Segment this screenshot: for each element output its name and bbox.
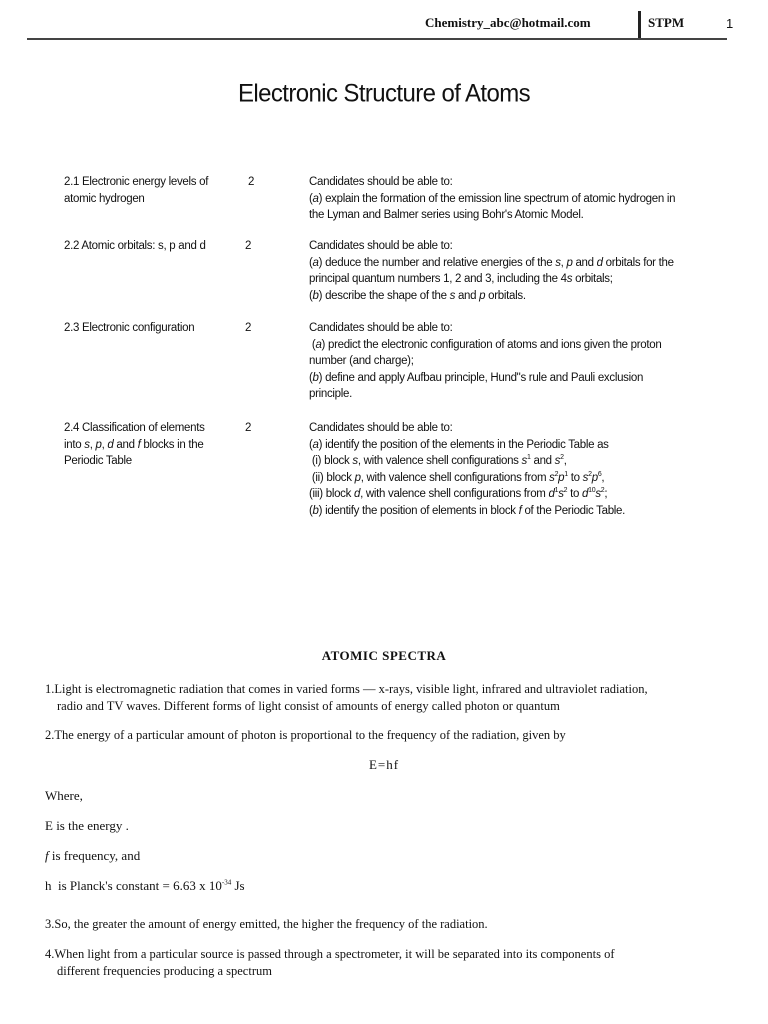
topic-line: 2.3 Electronic configuration (64, 322, 195, 334)
outcome-line: principal quantum numbers 1, 2 and 3, including the 4s orbitals; (309, 273, 613, 285)
list-line: radio and TV waves. Different forms of light consist of amounts of energy called photon or quantum (57, 698, 560, 713)
list-text: Light is electromagnetic radiation that comes in varied forms — x-rays, visible light, infrared and ultraviolet radiation, (54, 682, 648, 696)
outcome-line: (a) explain the formation of the emission line spectrum of atomic hydrogen in (309, 192, 676, 205)
list-text: The energy of a particular amount of photon is proportional to the frequency of the radiation, given by (54, 728, 566, 742)
syllabus-topic (64, 420, 234, 470)
topic-line: 2.2 Atomic orbitals: s, p and d (64, 240, 206, 252)
topic-line: 2.4 Classification of elements (64, 422, 205, 434)
topic-line: into s, p, d and f blocks in the (64, 438, 204, 451)
formula: E=hf (368, 757, 400, 772)
outcome-line: (b) describe the shape of the s and p orbitals. (309, 289, 526, 302)
list-item (45, 681, 735, 714)
outcome-line: Candidates should be able to: (309, 240, 453, 252)
outcome-line: (b) define and apply Aufbau principle, Hund"s rule and Pauli exclusion (309, 371, 644, 384)
outcome-line: (a) deduce the number and relative energies of the s, p and d orbitals for the (309, 256, 674, 269)
outcome-line: number (and charge); (309, 355, 414, 367)
list-line (45, 727, 735, 744)
section-heading: ATOMIC SPECTRA (321, 648, 447, 663)
list-line: different frequencies producing a spectrum (57, 963, 272, 978)
outcome-line: Candidates should be able to: (309, 322, 453, 334)
definition-e: E is the energy . (45, 818, 129, 833)
outcome-line: (a) predict the electronic configuration of atoms and ions given the proton (309, 338, 662, 351)
syllabus-topic (64, 238, 234, 255)
outcome-line: (b) identify the position of elements in block f of the Periodic Table. (309, 504, 626, 517)
list-item (45, 946, 735, 979)
syllabus-periods: 2 (245, 322, 252, 334)
outcome-line: Candidates should be able to: (309, 176, 453, 188)
outcome-line: (ii) block p, with valence shell configurations from $s^2p^1$ to $s^2p^6$, (309, 470, 605, 484)
outcome-line: (a) identify the position of the elements in the Periodic Table as (309, 438, 609, 451)
syllabus-outcomes (309, 238, 709, 304)
syllabus-topic (64, 320, 234, 337)
list-line (45, 681, 735, 698)
topic-line: atomic hydrogen (64, 192, 145, 205)
header-rule (27, 38, 727, 40)
topic-line: Periodic Table (64, 455, 132, 467)
list-number: 1. (45, 682, 55, 696)
header-email: Chemistry_abc@hotmail.com (425, 15, 591, 30)
list-number: 2. (45, 728, 55, 742)
syllabus-periods: 2 (245, 240, 252, 252)
page-title: Electronic Structure of Atoms (237, 79, 531, 108)
list-line (45, 946, 735, 963)
header-course: STPM (648, 15, 685, 30)
outcome-line: Candidates should be able to: (309, 422, 453, 434)
topic-line: 2.1 Electronic energy levels of (64, 176, 209, 188)
syllabus-outcomes (309, 420, 709, 519)
list-text: When light from a particular source is passed through a spectrometer, it will be separated into its components of (54, 947, 615, 961)
list-text: So, the greater the amount of energy emitted, the higher the frequency of the radiation. (54, 917, 488, 931)
header-divider (638, 11, 641, 39)
syllabus-outcomes (309, 174, 709, 224)
definition-f: f is frequency, and (45, 848, 141, 863)
where-label: Where, (45, 788, 83, 803)
syllabus-periods: 2 (248, 176, 255, 188)
list-item (45, 727, 735, 744)
outcome-line: the Lyman and Balmer series using Bohr's Atomic Model. (309, 209, 584, 221)
outcome-line: (iii) block d, with valence shell configurations from $d^1s^2$ to $d^{10}s^2$; (309, 487, 608, 500)
list-line (45, 916, 735, 933)
syllabus-periods: 2 (245, 422, 252, 434)
outcome-line: (i) block s, with valence shell configurations $s^1$ and $s^2$, (309, 454, 567, 467)
page-number: 1 (726, 16, 734, 31)
list-number: 4. (45, 947, 55, 961)
syllabus-outcomes (309, 320, 709, 403)
definition-h: h is Planck's constant = 6.63 x $10^{-34}$ Js (45, 878, 245, 893)
list-item (45, 916, 735, 933)
outcome-line: principle. (309, 388, 353, 400)
list-number: 3. (45, 917, 55, 931)
syllabus-topic (64, 174, 234, 207)
